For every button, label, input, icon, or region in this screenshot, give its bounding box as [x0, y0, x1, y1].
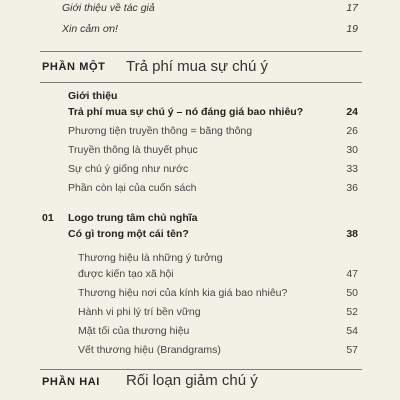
section-divider [40, 82, 362, 83]
section-divider [40, 369, 362, 370]
toc-entry-title: Mặt tối của thương hiệu [78, 325, 190, 337]
toc-entry[interactable] [78, 287, 358, 299]
toc-entry-page: 24 [346, 106, 358, 118]
toc-entry-page: 19 [346, 23, 358, 35]
chapter-number: 01 [42, 212, 54, 224]
toc-entry-page: 30 [346, 144, 358, 156]
toc-entry-page: 17 [346, 2, 358, 14]
toc-entry-title-line: Thương hiệu là những ý tưởng [78, 252, 223, 264]
toc-entry-title: Hành vi phi lý trí bền vững [78, 306, 201, 318]
toc-entry-page: 57 [346, 344, 358, 356]
toc-entry[interactable] [78, 306, 358, 318]
toc-entry-title: Phần còn lại của cuốn sách [68, 182, 197, 194]
toc-entry-page: 38 [346, 228, 358, 240]
toc-entry[interactable] [68, 228, 358, 240]
toc-entry[interactable] [68, 106, 358, 118]
section-divider [40, 51, 362, 52]
toc-entry-title: Phương tiện truyền thông = băng thông [68, 125, 253, 137]
part-two-title: Rối loạn giảm chú ý [126, 372, 258, 389]
toc-entry-title: Sự chú ý giống như nước [68, 163, 189, 175]
toc-entry[interactable] [68, 163, 358, 175]
toc-entry-title: Vết thương hiệu (Brandgrams) [78, 344, 221, 356]
toc-entry-title: Giới thiệu về tác giả [62, 2, 155, 14]
toc-entry-title: Trả phí mua sự chú ý – nó đáng giá bao nhiêu? [68, 106, 304, 118]
toc-entry-title: Truyền thông là thuyết phục [68, 144, 198, 156]
toc-entry-page: 33 [346, 163, 358, 175]
toc-entry-title: Có gì trong một cái tên? [68, 228, 189, 240]
toc-entry[interactable] [78, 268, 358, 280]
toc-entry[interactable] [78, 325, 358, 337]
toc-entry[interactable] [78, 344, 358, 356]
toc-entry-title: Thương hiệu nơi của kính kia giá bao nhiêu? [78, 287, 288, 299]
toc-entry-page: 26 [346, 125, 358, 137]
intro-heading: Giới thiệu [68, 90, 118, 102]
toc-entry-page: 36 [346, 182, 358, 194]
toc-entry-title: Xin cảm ơn! [62, 23, 118, 35]
part-one-title: Trả phí mua sự chú ý [126, 58, 269, 75]
chapter-title[interactable]: Logo trung tâm chủ nghĩa [68, 212, 198, 224]
toc-entry-page: 47 [346, 268, 358, 280]
toc-entry[interactable] [68, 182, 358, 194]
toc-entry[interactable] [68, 125, 358, 137]
toc-entry-page: 52 [346, 306, 358, 318]
toc-entry-page: 50 [346, 287, 358, 299]
toc-entry[interactable] [62, 23, 358, 35]
toc-entry-title: được kiến tạo xã hội [78, 268, 174, 280]
toc-entry[interactable] [62, 2, 358, 14]
toc-entry-page: 54 [346, 325, 358, 337]
part-one-label: PHẦN MỘT [42, 61, 106, 73]
toc-entry[interactable] [68, 144, 358, 156]
part-two-label: PHẦN HAI [42, 376, 100, 388]
